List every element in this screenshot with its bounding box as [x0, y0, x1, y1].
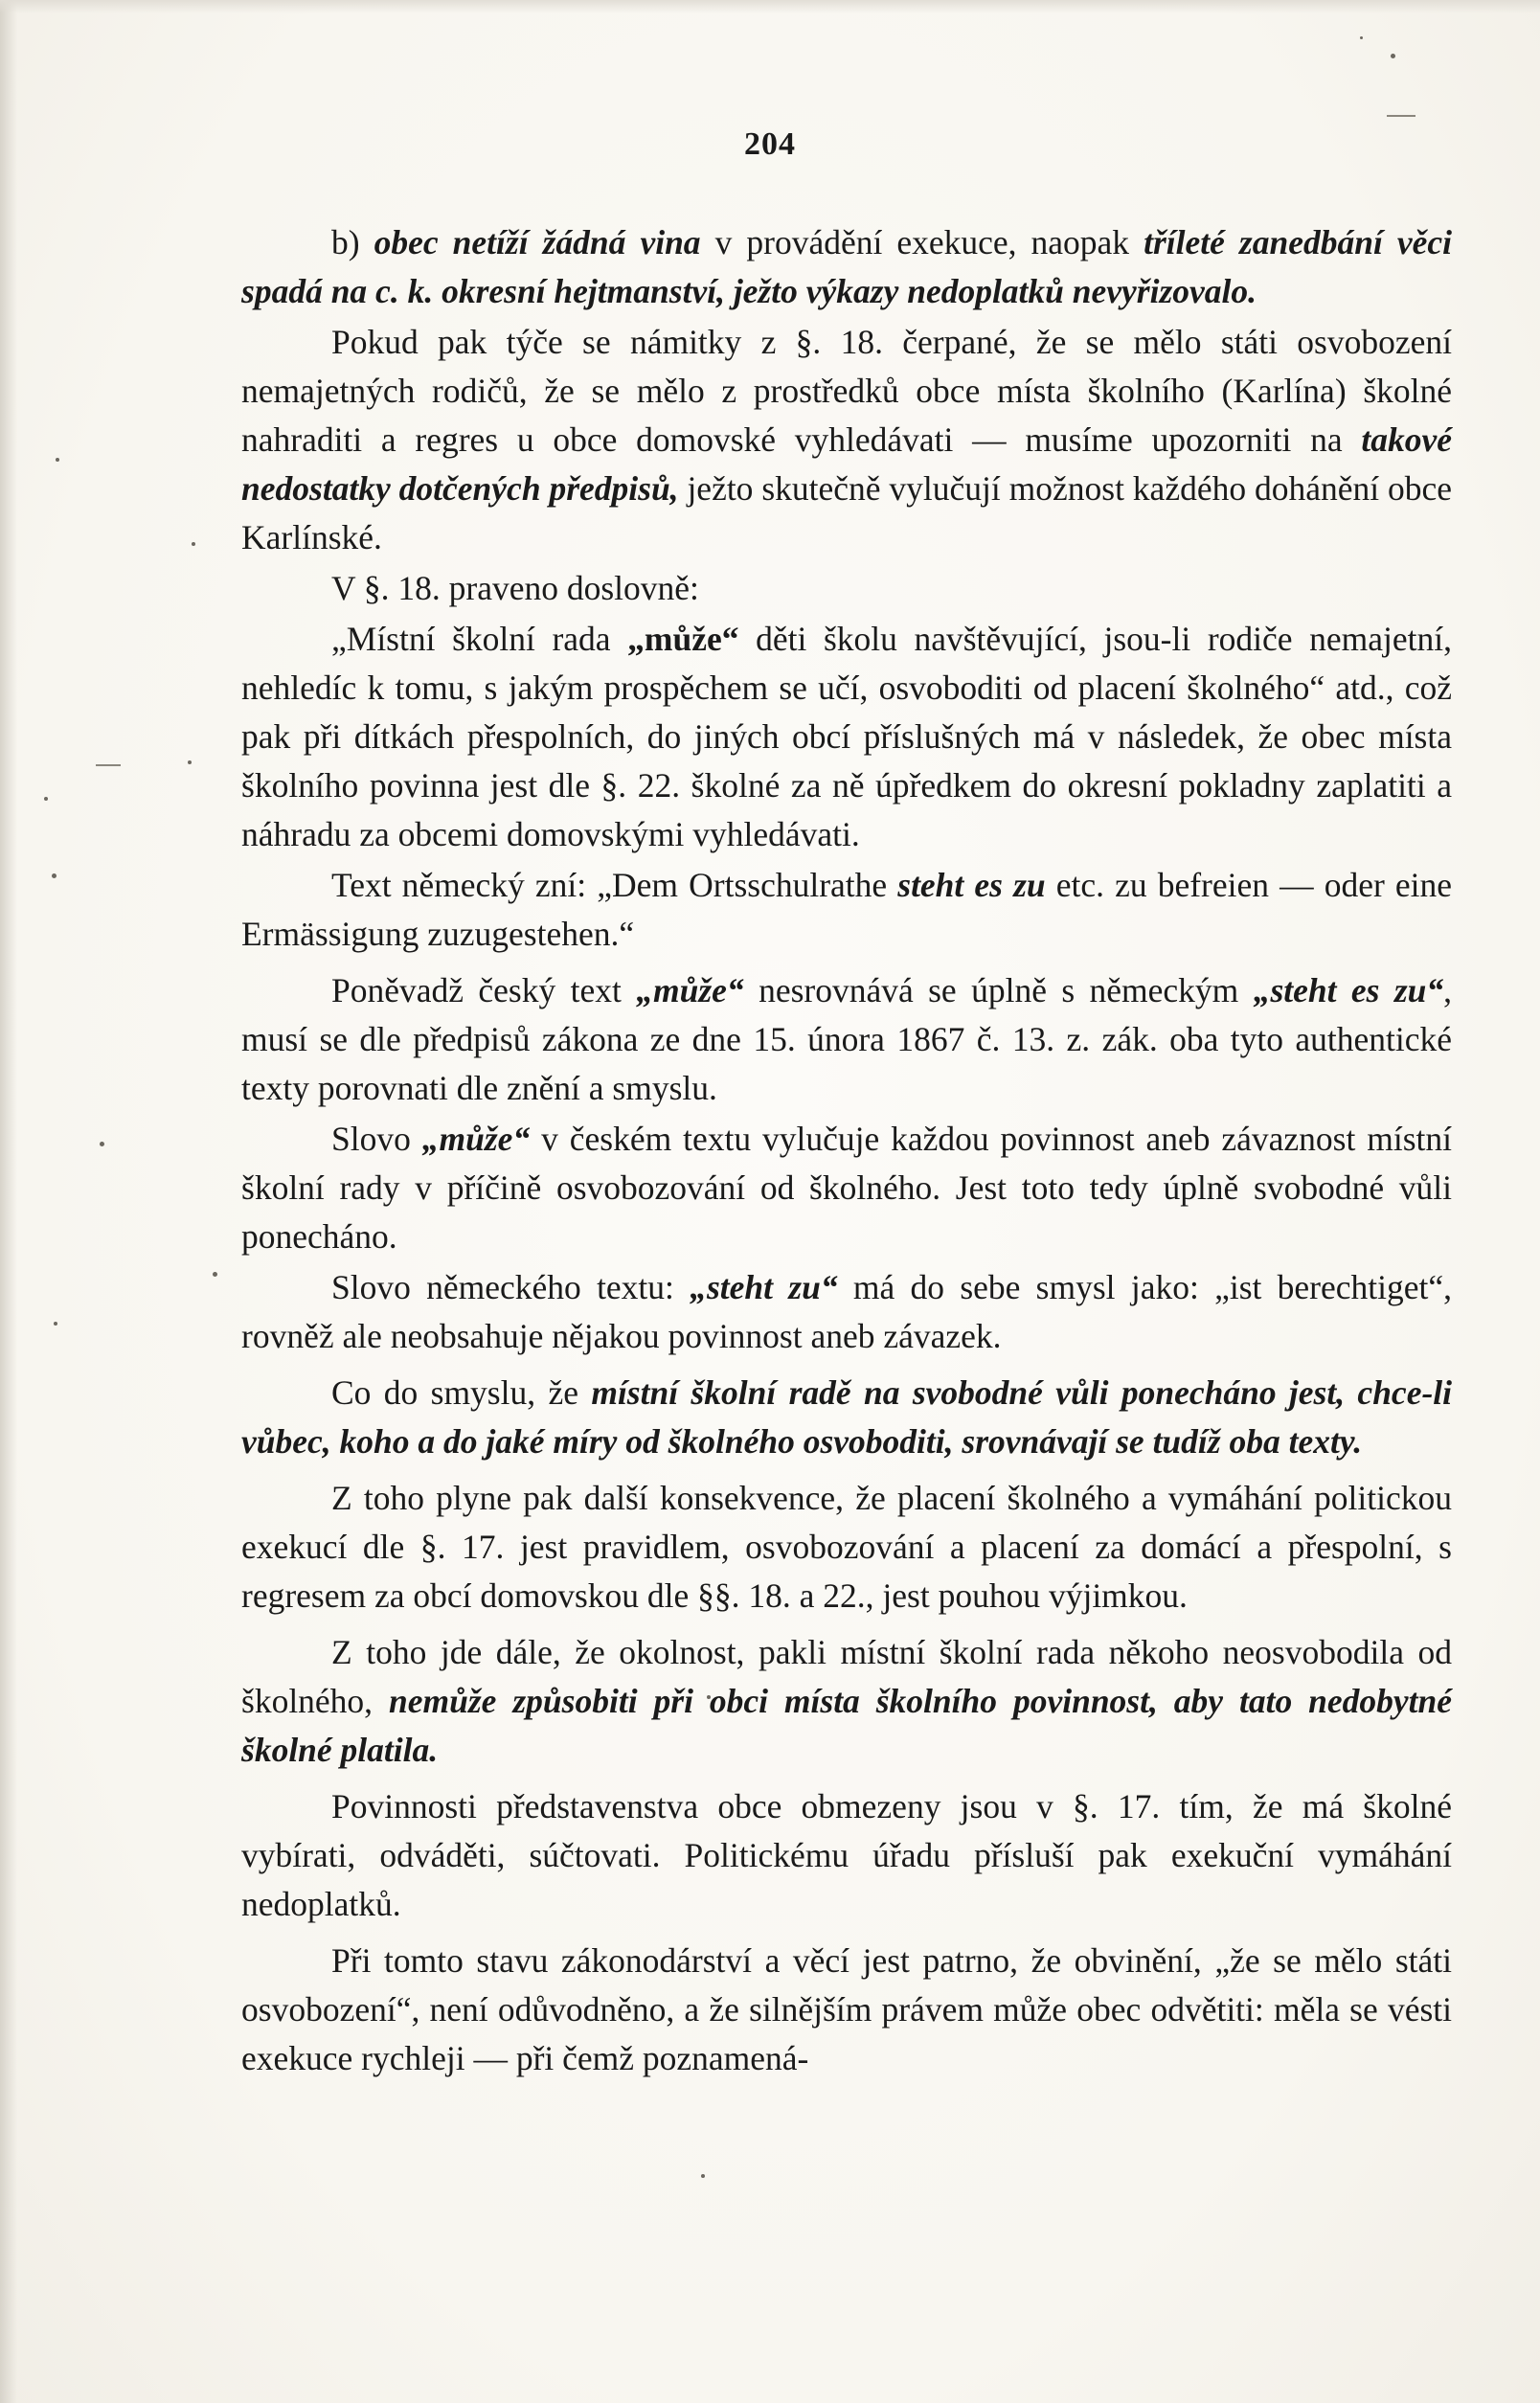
italic-run: místní školní radě na svobodné vůli ponecháno jest, chce-li vůbec, koho a do jaké míry od školného osvoboditi, srovnávají se tudíž oba texty.	[241, 1373, 1452, 1461]
page-edge-shadow-left	[0, 0, 17, 2403]
scan-speck	[213, 1272, 217, 1277]
scan-speck	[100, 1142, 104, 1146]
scan-speck	[701, 2174, 705, 2178]
bold-run: „může“	[627, 620, 739, 658]
paragraph	[241, 1474, 1452, 1621]
text-run: Slovo německého textu:	[331, 1268, 691, 1306]
body-text	[241, 218, 1452, 2085]
scan-mark	[1387, 115, 1415, 117]
text-run: Slovo	[331, 1120, 422, 1158]
italic-run: obec netíží žádná vina	[374, 223, 701, 261]
scan-speck	[56, 458, 59, 462]
page-edge-shadow-top	[0, 0, 1540, 13]
text-run: etc. zu befreien — oder eine Ermässigung zuzugestehen.“	[241, 866, 1452, 953]
italic-run: steht es zu	[897, 866, 1046, 904]
paragraph	[241, 615, 1452, 859]
paragraph	[241, 1937, 1452, 2083]
paragraph	[241, 966, 1452, 1113]
text-run: Text německý zní: „Dem Ortsschulrathe	[331, 866, 898, 904]
italic-run: takové nedostatky dotčených předpisů,	[241, 420, 1452, 508]
paragraph	[241, 1115, 1452, 1261]
text-run: Z toho jde dále, že okolnost, pakli místní školní rada někoho neosvobodila od školného,	[241, 1633, 1452, 1720]
scan-speck	[1360, 36, 1363, 39]
scan-speck	[52, 873, 57, 878]
text-run: v českém textu vylučuje každou povinnost aneb závaznost místní školní rady v příčině osvobozování od školného. Jest toto tedy úplně svobodné vůli ponecháno.	[241, 1120, 1452, 1256]
paragraph	[241, 1263, 1452, 1361]
text-run: , musí se dle předpisů zákona ze dne 15. února 1867 č. 13. z. zák. oba tyto authentické texty porovnati dle znění a smyslu.	[241, 971, 1453, 1107]
text-run: „Místní školní rada	[331, 620, 628, 658]
scan-speck	[1391, 54, 1395, 58]
paragraph	[241, 564, 1452, 613]
text-run: Z toho plyne pak další konsekvence, že placení školného a vymáhání politickou exekucí dle §. 17. jest pravidlem, osvobozování a placení za domácí a přespolní, s regresem za obcí domovskou dle §§. 18. a 22., jest pouhou výjimkou.	[241, 1479, 1452, 1615]
italic-run: „steht es zu“	[1253, 971, 1444, 1009]
italic-run: nemůže způsobiti při obci místa školního povinnost, aby tato nedobytné školné platila.	[241, 1682, 1453, 1769]
scan-speck	[54, 1322, 57, 1326]
text-run: nesrovnává se úplně s německým	[743, 971, 1254, 1009]
list-label: b)	[331, 223, 360, 261]
text-run: Povinnosti představenstva obce obmezeny jsou v §. 17. tím, že má školné vybírati, odváděti, súčtovati. Politickému úřadu přísluší pak exekuční vymáhání nedoplatků.	[241, 1787, 1452, 1923]
scan-speck	[44, 797, 48, 801]
text-run: má do sebe smysl jako: „ist berechtiget“, rovněž ale neobsahuje nějakou povinnost aneb závazek.	[241, 1268, 1452, 1355]
paragraph	[241, 318, 1452, 562]
text-run: Poněvadž český text	[331, 971, 637, 1009]
italic-run: „může“	[636, 971, 744, 1009]
scan-mark	[96, 764, 121, 766]
text-run: v provádění exekuce, naopak	[700, 223, 1144, 261]
text-run: ježto skutečně vylučují možnost každého dohánění obce Karlínské.	[241, 469, 1452, 556]
italic-run: „steht zu“	[690, 1268, 838, 1306]
italic-run: tříleté zanedbání věci spadá na c. k. okresní hejtmanství, ježto výkazy nedoplatků nevyřizovalo.	[241, 223, 1452, 310]
paragraph	[241, 861, 1452, 959]
text-run: děti školu navštěvující, jsou-li rodiče nemajetní, nehledíc k tomu, s jakým prospěchem se učí, osvoboditi od placení školného“ atd., což pak při dítkách přespolních, do jiných obcí příslušných má v následek, že obec místa školního povinna jest dle §. 22. školné za ně úpředkem do okresní pokladny zaplatiti a náhradu za obcemi domovskými vyhledávati.	[241, 620, 1452, 853]
italic-run: „může“	[421, 1120, 531, 1158]
text-run: Při tomto stavu zákonodárství a věcí jest patrno, že obvinění, „že se mělo státi osvobození“, není odůvodněno, a že silnějším právem může obec odvětiti: měla se vésti exekuce rychleji — při čemž poznamená-	[241, 1941, 1452, 2077]
paragraph	[241, 218, 1452, 316]
paragraph	[241, 1628, 1452, 1775]
text-run: Co do smyslu, že	[331, 1373, 592, 1412]
text-run: Pokud pak týče se námitky z §. 18. čerpané, že se mělo státi osvobození nemajetných rodičů, že se mělo z prostředků obce místa školního (Karlína) školné nahraditi a regres u obce domovské vyhledávati — musíme upozorniti na	[241, 323, 1452, 459]
scan-speck	[192, 542, 195, 546]
scan-speck	[188, 760, 192, 764]
page-number: 204	[744, 126, 796, 162]
text-run: V §. 18. praveno doslovně:	[331, 569, 699, 607]
paragraph	[241, 1782, 1452, 1929]
paragraph	[241, 1369, 1452, 1466]
